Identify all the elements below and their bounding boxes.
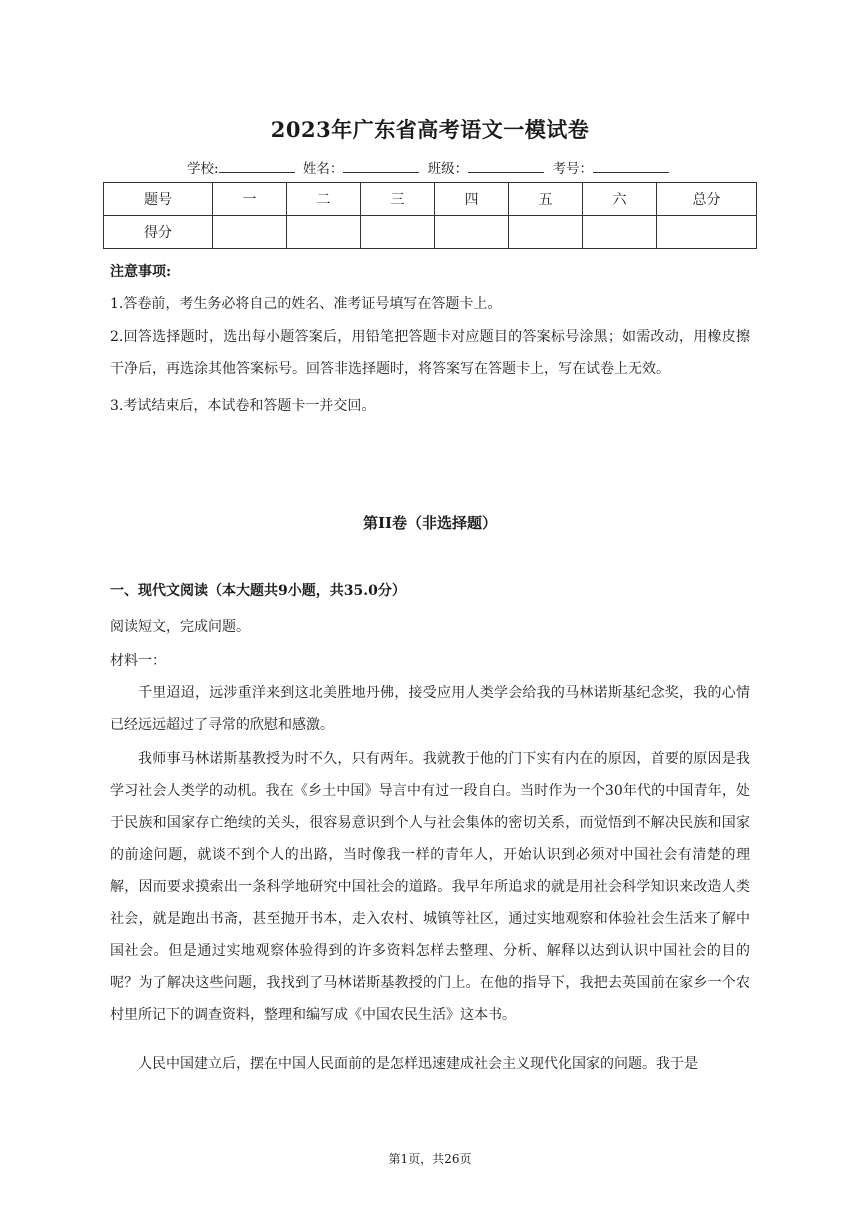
note-item: 3.考试结束后，本试卷和答题卡一并交回。 — [110, 398, 376, 414]
score-row-label: 得分 — [104, 216, 213, 249]
score-cell[interactable] — [435, 216, 509, 249]
score-table-score-row — [104, 216, 757, 249]
score-table — [103, 182, 757, 249]
score-table-header-row — [104, 183, 757, 216]
score-cell[interactable] — [657, 216, 757, 249]
table-header-cell: 五 — [509, 183, 583, 216]
notes-heading: 注意事项: — [110, 264, 172, 280]
score-cell[interactable] — [583, 216, 657, 249]
number-label: 考号： — [552, 161, 593, 177]
table-header-cell: 六 — [583, 183, 657, 216]
page-footer: 第1页，共26页 — [388, 1152, 472, 1166]
note-item: 1.答卷前，考生务必将自己的姓名、准考证号填写在答题卡上。 — [110, 296, 502, 312]
name-label: 姓名： — [302, 161, 344, 177]
table-header-cell: 题号 — [104, 183, 213, 216]
score-cell[interactable] — [287, 216, 361, 249]
article-paragraph: 人民中国建立后，摆在中国人民面前的是怎样迅速建成社会主义现代化国家的问题。我于是 — [138, 1056, 698, 1072]
number-blank[interactable] — [593, 159, 669, 173]
table-header-cell: 总分 — [657, 183, 757, 216]
table-header-cell: 一 — [213, 183, 287, 216]
student-info-line — [0, 157, 860, 177]
section-title: 第II卷（非选择题） — [362, 514, 498, 532]
article-paragraph: 千里迢迢，远涉重洋来到这北美胜地丹佛，接受应用人类学会给我的马林诺斯基纪念奖，我的心情已经远远超过了寻常的欣慰和感激。 — [110, 685, 750, 733]
article-paragraph: 我师事马林诺斯基教授为时不久，只有两年。我就教于他的门下实有内在的原因，首要的原因是我学习社会人类学的动机。我在《乡土中国》导言中有过一段自白。当时作为一个30年代的中国青年，处于民族和国家存亡绝续的关头，很容易意识到个人与社会集体的密切关系，而觉悟到不解决民族和国家的前途问题，就谈不到个人的出路，当时像我一样的青年人，开始认识到必须对中国社会有清楚的理解，因而要求摸索出一条科学地研究中国社会的道路。我早年所追求的就是用社会科学知识来改造人类社会，就是跑出书斋，甚至抛开书本，走入农村、城镇等社区，通过实地观察和体验社会生活来了解中国社会。但是通过实地观察体验得到的许多资料怎样去整理、分析、解释以达到认识中国社会的目的呢？为了解决这些问题，我找到了马林诺斯基教授的门上。在他的指导下，我把去英国前在家乡一个农村里所记下的调查资料，整理和编写成《中国农民生活》这本书。 — [110, 751, 750, 1023]
score-cell[interactable] — [509, 216, 583, 249]
school-blank[interactable] — [219, 159, 295, 173]
table-header-cell: 三 — [361, 183, 435, 216]
material-label: 材料一： — [110, 653, 166, 669]
score-cell[interactable] — [213, 216, 287, 249]
read-instruction: 阅读短文，完成问题。 — [110, 619, 250, 635]
name-blank[interactable] — [343, 159, 419, 173]
school-label: 学校: — [187, 161, 219, 177]
note-item: 2.回答选择题时，选出每小题答案后，用铅笔把答题卡对应题目的答案标号涂黑；如需改动，用橡皮擦干净后，再选涂其他答案标号。回答非选择题时，将答案写在答题卡上，写在试卷上无效。 — [110, 329, 750, 377]
table-header-cell: 二 — [287, 183, 361, 216]
part-heading: 一、现代文阅读（本大题共9小题，共35.0分） — [110, 583, 406, 599]
class-blank[interactable] — [468, 159, 544, 173]
score-cell[interactable] — [361, 216, 435, 249]
class-label: 班级： — [427, 161, 469, 177]
exam-title: 2023年广东省高考语文一模试卷 — [270, 117, 590, 142]
table-header-cell: 四 — [435, 183, 509, 216]
